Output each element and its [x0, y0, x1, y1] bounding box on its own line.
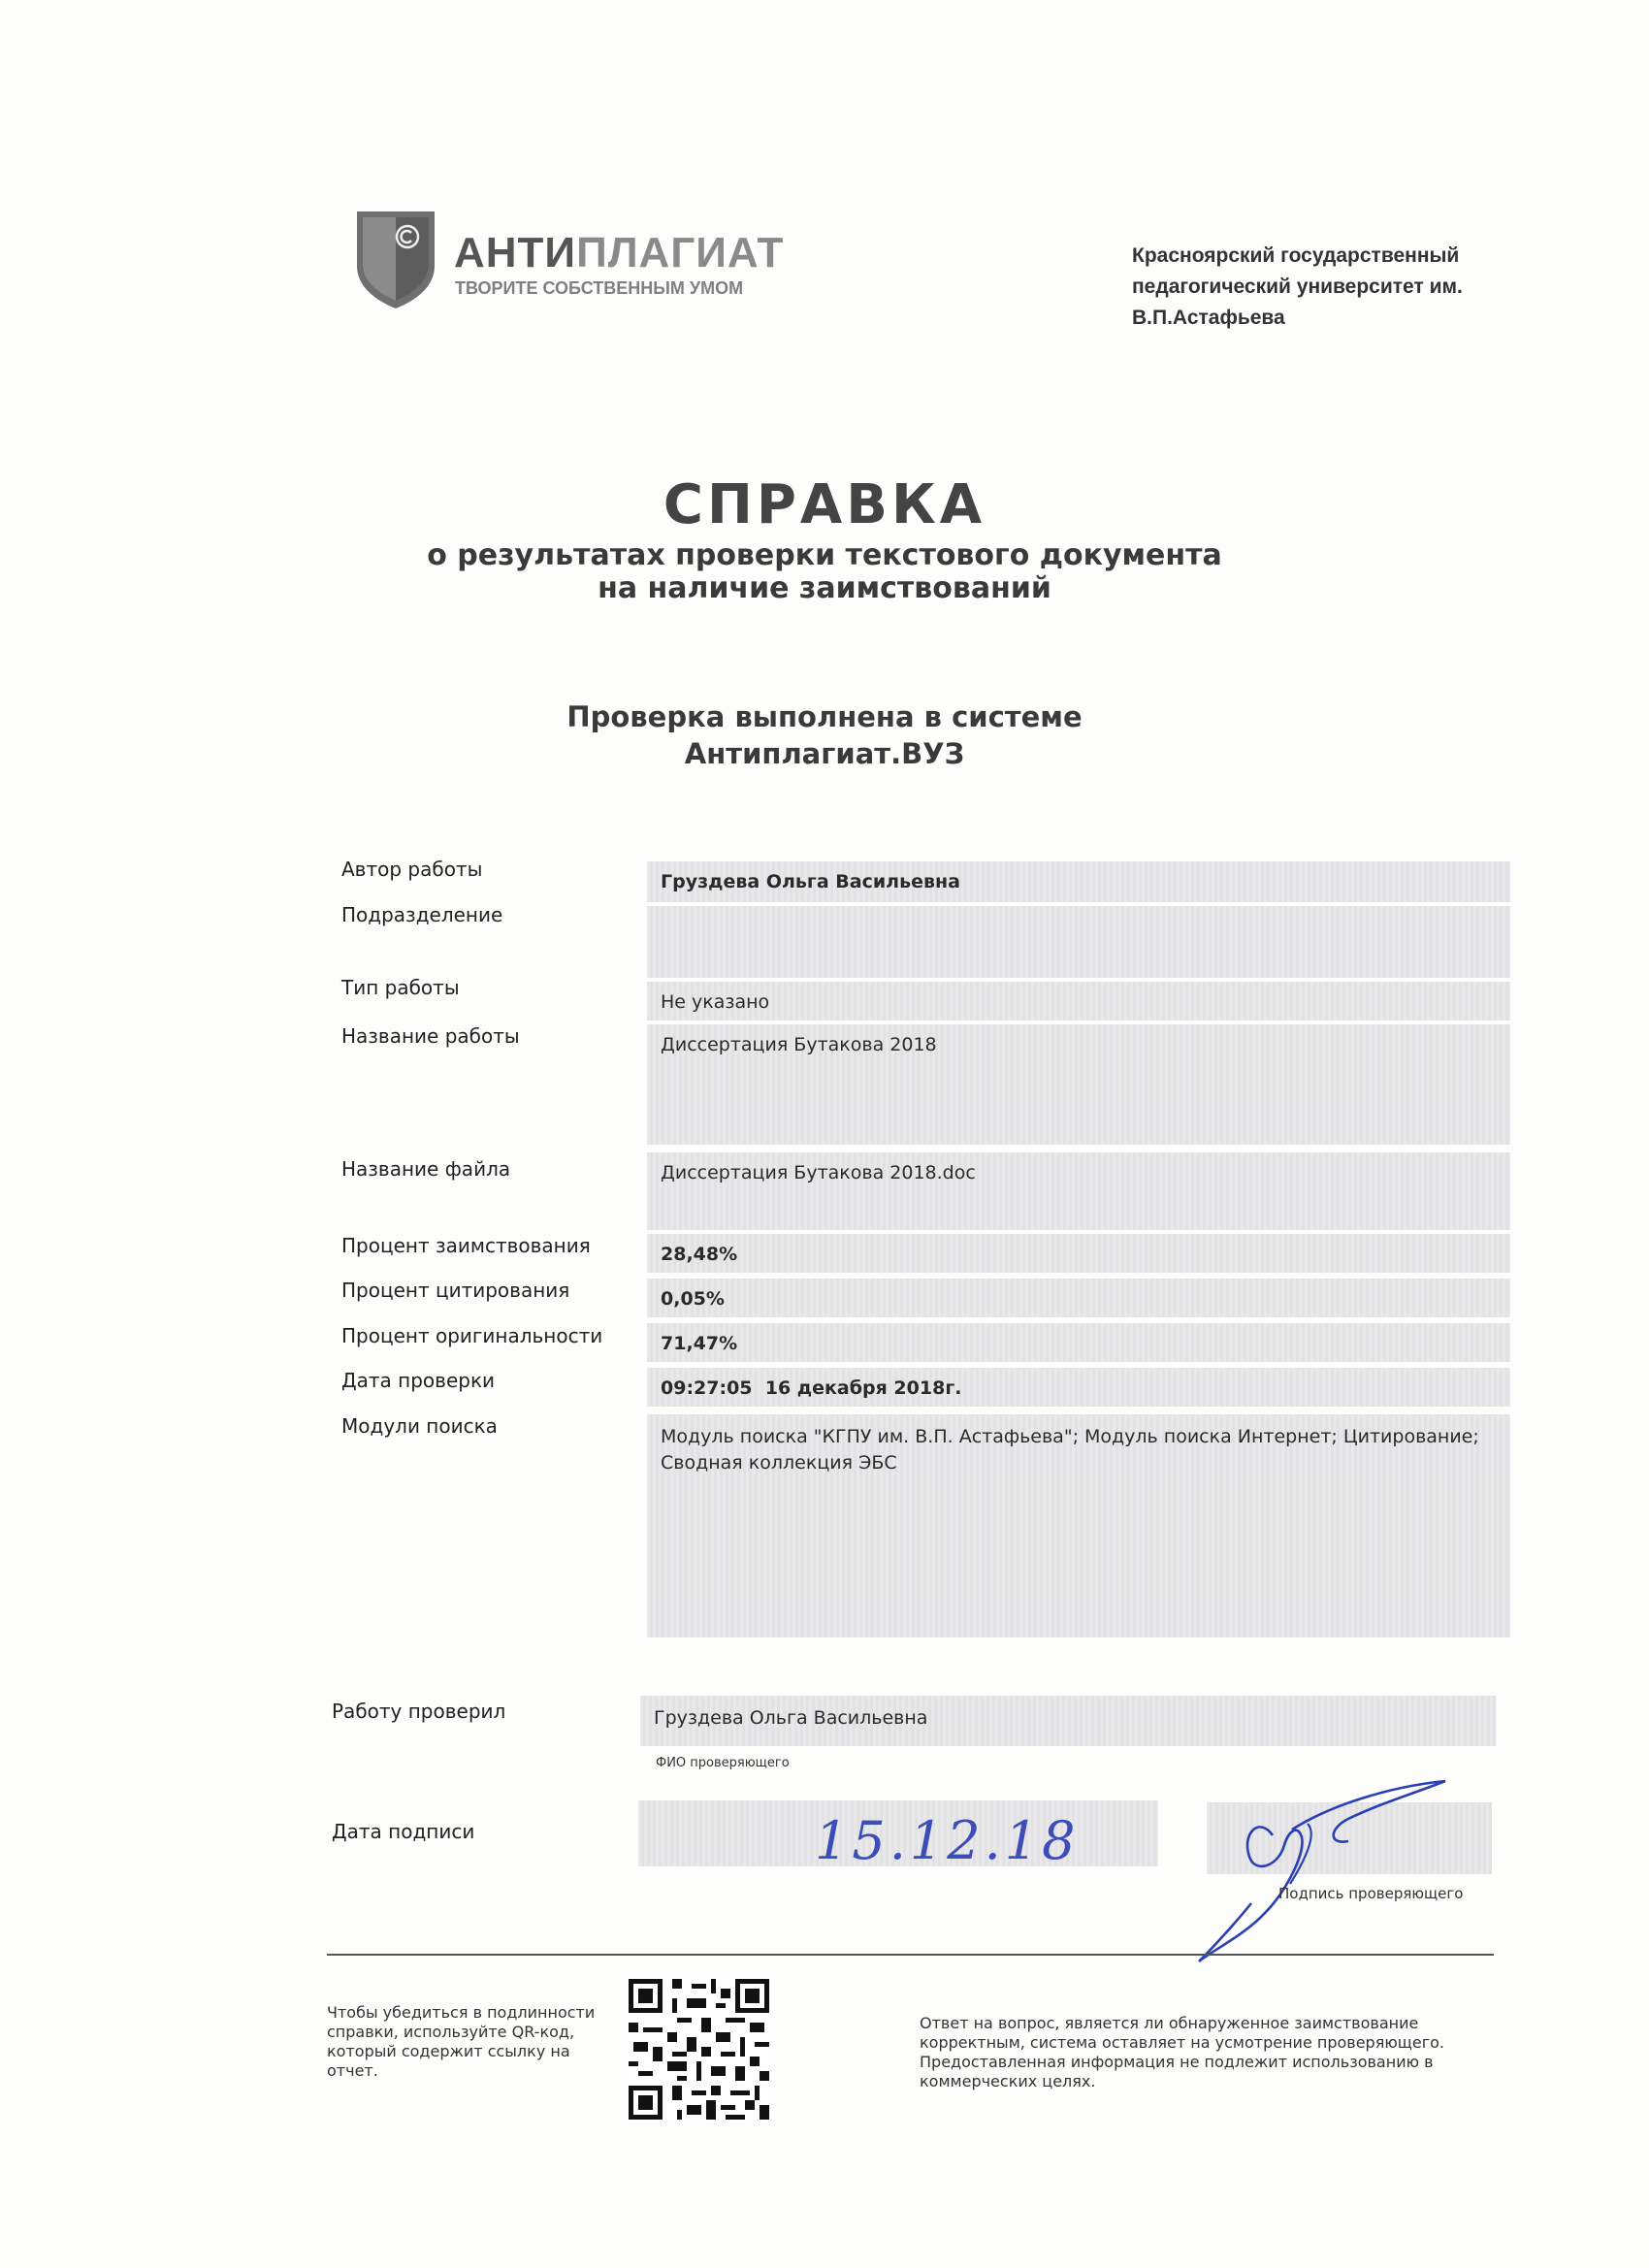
logo-slogan: ТВОРИТЕ СОБСТВЕННЫМ УМОМ	[455, 278, 744, 298]
subtitle-line-2: на наличие заимствований	[598, 571, 1051, 605]
author-value: Груздева Ольга Васильевна	[647, 861, 1510, 902]
signature-note: Подпись проверяющего	[1278, 1885, 1464, 1902]
work-name-label: Название работы	[341, 1024, 520, 1048]
disclaimer-text: Ответ на вопрос, является ли обнаруженное заимствование корректным, система оставляет на усмотрение проверяющего. Предоставленная информация не подлежит использованию в коммерческих целях.	[920, 2014, 1444, 2090]
cite-percent-label: Процент цитирования	[341, 1279, 570, 1302]
department-label: Подразделение	[341, 903, 503, 926]
orig-percent-value: 71,47%	[647, 1323, 1510, 1362]
department-value	[647, 906, 1510, 978]
logo-wordmark: АНТИПЛАГИАТ	[454, 229, 785, 276]
author-label: Автор работы	[341, 858, 483, 881]
qr-code-icon[interactable]	[629, 1979, 769, 2120]
antiplagiat-shield-logo	[355, 210, 436, 310]
document-subtitle	[0, 539, 1649, 605]
check-date-label: Дата проверки	[341, 1369, 496, 1392]
work-type-value: Не указано	[647, 982, 1510, 1021]
file-name-value: Диссертация Бутакова 2018.doc	[647, 1152, 1510, 1230]
check-date-value: 09:27:05 16 декабря 2018г.	[647, 1368, 1510, 1407]
checker-value: Груздева Ольга Васильевна	[640, 1696, 1496, 1746]
search-modules-value: Модуль поиска "КГПУ им. В.П. Астафьева"; Модуль поиска Интернет; Цитирование; Сводная коллекция ЭБС	[647, 1414, 1510, 1637]
file-name-label: Название файла	[341, 1157, 511, 1181]
subtitle-line-1: о результатах проверки текстового документа	[427, 538, 1222, 572]
borrow-percent-value: 28,48%	[647, 1234, 1510, 1273]
handwritten-signature	[1183, 1777, 1465, 1971]
fio-note: ФИО проверяющего	[656, 1756, 790, 1770]
cite-percent-value: 0,05%	[647, 1279, 1510, 1317]
borrow-percent-label: Процент заимствования	[341, 1234, 591, 1257]
system-caption	[0, 698, 1649, 772]
handwritten-date: 15.12.18	[815, 1810, 1080, 1871]
sign-date-label: Дата подписи	[332, 1820, 475, 1843]
qr-explanation: Чтобы убедиться в подлинности справки, используйте QR-код, который содержит ссылку на отчет.	[327, 2003, 596, 2080]
system-line-1: Проверка выполнена в системе	[566, 700, 1083, 733]
checker-label: Работу проверил	[332, 1700, 506, 1723]
footer-divider	[327, 1954, 1494, 1956]
work-type-label: Тип работы	[341, 976, 460, 999]
search-modules-label: Модули поиска	[341, 1414, 498, 1438]
document-title: СПРАВКА	[663, 473, 986, 536]
orig-percent-label: Процент оригинальности	[341, 1324, 603, 1347]
work-name-value: Диссертация Бутакова 2018	[647, 1024, 1510, 1145]
university-name: Красноярский государственный педагогический университет им. В.П.Астафьева	[1132, 244, 1463, 329]
system-line-2: Антиплагиат.ВУЗ	[684, 737, 965, 770]
